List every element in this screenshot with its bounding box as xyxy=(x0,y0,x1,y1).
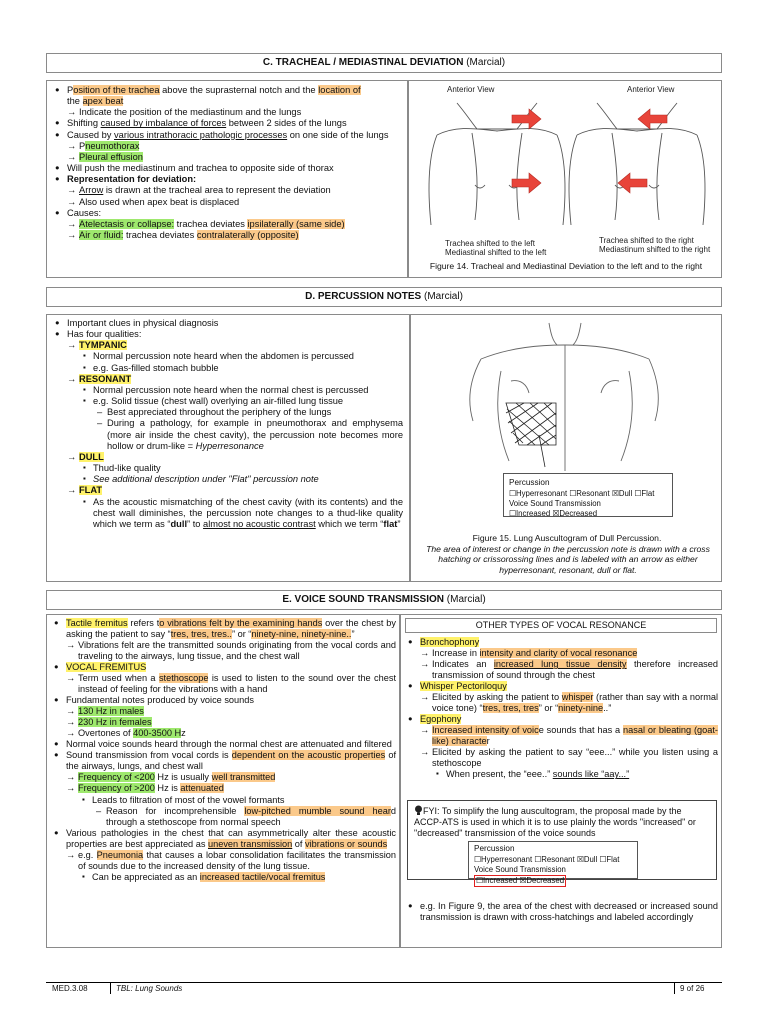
list-item: → Atelectasis or collapse: trachea deviates ipsilaterally (same side) xyxy=(67,218,345,229)
arrow-right-icon: → xyxy=(67,140,77,151)
list-item: → FLAT xyxy=(67,485,103,496)
arrow-right-trachea xyxy=(512,109,541,129)
list-item: → TYMPANIC xyxy=(67,340,127,351)
legend-row-voice-title: Voice Sound Transmission xyxy=(474,864,566,874)
arrow-right-icon: → xyxy=(66,717,76,728)
list-item: → Elicited by asking the patient to say “eee...” while you listen using a stethoscope xyxy=(420,747,718,769)
section-d-figure-box xyxy=(410,314,722,582)
list-item: ● Bronchophony xyxy=(406,637,718,648)
list-item: ● e.g. In Figure 9, the area of the chest with decreased or increased sound transmission is drawn with cross-hatchings and labeled accordingly xyxy=(406,901,718,923)
list-item: – During a pathology, for example in pneumothorax and emphysema (more air inside the chest cavity), the percussion note becomes more hollow or drum-like = Hyperresonance xyxy=(53,418,403,451)
list-item: ● Representation for deviation: xyxy=(53,174,405,185)
arrow-right-icon: → xyxy=(420,692,430,703)
footer-code: MED.3.08 xyxy=(52,984,88,993)
list-item: → RESONANT xyxy=(67,373,132,384)
list-item: ▪ Normal percussion note heard when the abdomen is percussed xyxy=(53,351,403,362)
crosshatch-area xyxy=(506,403,556,467)
list-item: ● Shifting caused by imbalance of forces between 2 sides of the lungs xyxy=(53,118,405,129)
list-item: → Elicited by asking the patient to whisper (rather than say with a normal voice tone) “tres, tres, tres” or “ninety-nine..” xyxy=(420,692,718,714)
footer-topic: TBL: Lung Sounds xyxy=(116,984,183,993)
arrow-right-mediastinum xyxy=(512,173,541,193)
list-item: ● Sound transmission from vocal cords is dependent on the acoustic properties of the airways, lungs, and chest wall xyxy=(52,750,396,772)
arrow-right-icon: → xyxy=(66,673,76,684)
list-item: → Frequency of >200 Hz is attenuated xyxy=(66,783,224,794)
arrow-right-icon: → xyxy=(67,340,77,351)
fyi-text: FYI: To simplify the lung auscultogram, the proposal made by the ACCP-ATS is used in which it is to use plainly the words "increased" or "decreased" transmission of the voice sounds xyxy=(414,806,696,838)
section-c-figure-box xyxy=(408,80,722,278)
list-item: ● Position of the trachea above the suprasternal notch and the location of the apex beat xyxy=(53,85,405,107)
list-item: ● Fundamental notes produced by voice sounds xyxy=(52,695,396,706)
arrow-right-icon: → xyxy=(420,747,430,758)
list-item: → 130 Hz in males xyxy=(66,706,144,717)
list-item: ▪ Normal percussion note heard when the normal chest is percussed xyxy=(53,385,403,396)
list-item: → Overtones of 400-3500 Hz xyxy=(66,728,186,739)
list-item: ● Will push the mediastinum and trachea to opposite side of thorax xyxy=(53,163,405,174)
list-item: → e.g. Pneumonia that causes a lobar consolidation facilitates the transmission of sounds due to the increased density of the lung tissue. xyxy=(66,849,396,871)
list-item: ● Causes: xyxy=(53,208,405,219)
footer-divider xyxy=(110,983,111,994)
voice-legend-box xyxy=(468,841,638,885)
arrow-left-mediastinum xyxy=(618,173,647,193)
list-item: → Indicate the position of the mediastinum and the lungs xyxy=(67,107,302,118)
list-item: → DULL xyxy=(67,451,104,462)
figure-label-right-1: Trachea shifted to the right xyxy=(599,236,694,245)
arrow-right-icon: → xyxy=(66,706,76,717)
list-item: → Also used when apex beat is displaced xyxy=(67,196,240,207)
list-item: ● Normal voice sounds heard through the normal chest are attenuated and filtered xyxy=(52,739,396,750)
arrow-right-icon: → xyxy=(66,640,76,651)
list-item: ▪ When present, the “eee..” sounds like “aay...” xyxy=(406,769,718,780)
list-item: ▪ As the acoustic mismatching of the chest cavity (with its contents) and the chest wall diminishes, the percussion note changes to a thud-like quality which we term as “dull” to almost no acoustic contrast which we term “flat” xyxy=(53,497,403,530)
arrow-right-icon: → xyxy=(66,772,76,783)
list-item: → Frequency of <200 Hz is usually well transmitted xyxy=(66,772,276,783)
percussion-legend-box xyxy=(503,473,673,517)
list-item: ● Caused by various intrathoracic pathologic processes on one side of the lungs xyxy=(53,130,405,141)
figure-15-caption-body: The area of interest or change in the percussion note is drawn with a cross hatching or crissorossing lines and is labeled with an arrow as either hyperresonant, resonant, dull or flat. xyxy=(426,544,710,575)
arrow-right-icon: → xyxy=(67,151,77,162)
list-item: → Increased intensity of voice sounds that has a nasal or bleating (goat-like) character xyxy=(420,725,718,747)
arrow-right-icon: → xyxy=(420,648,430,659)
list-item: → Air or fluid: trachea deviates contralaterally (opposite) xyxy=(67,230,299,241)
legend-row-percussion: ☐Hyperresonant ☐Resonant ☒Dull ☐Flat xyxy=(509,488,655,498)
legend-row-voice: ☐Increased ☒Decreased xyxy=(509,508,598,518)
back-auscultogram-illustration xyxy=(461,321,661,471)
list-item: ▪ e.g. Solid tissue (chest wall) overlying an air-filled lung tissue xyxy=(53,396,403,407)
legend-row-voice-title: Voice Sound Transmission xyxy=(509,498,601,508)
arrow-right-icon: → xyxy=(67,373,77,384)
list-item: ● Various pathologies in the chest that can asymmetrically alter these acoustic properties are best appreciated as uneven transmission of vibrations or sounds xyxy=(52,828,396,850)
figure-14-caption: Figure 14. Tracheal and Mediastinal Deviation to the left and to the right xyxy=(429,261,703,271)
list-item: ▪ e.g. Gas-filled stomach bubble xyxy=(53,363,403,374)
section-e-header xyxy=(46,590,722,610)
section-c-author: (Marcial) xyxy=(466,57,506,68)
list-item: ● Important clues in physical diagnosis xyxy=(53,318,403,329)
arrow-right-icon: → xyxy=(67,230,77,241)
list-item: → Term used when a stethoscope is used to listen to the sound over the chest instead of feeling for the vibrations with a hand xyxy=(66,673,397,695)
arrow-right-icon: → xyxy=(67,107,77,118)
section-d-title: D. PERCUSSION NOTES xyxy=(305,291,422,302)
section-e-author: (Marcial) xyxy=(446,594,486,605)
arrow-right-icon: → xyxy=(66,728,76,739)
section-e-left-list xyxy=(52,618,396,883)
section-d-header xyxy=(46,287,722,307)
legend-row-voice-highlighted: ☐Increased ☒Decreased xyxy=(474,875,566,887)
footer-divider xyxy=(674,983,675,994)
list-item: ● Egophony xyxy=(406,714,718,725)
section-e-right-box xyxy=(400,614,722,948)
section-d-author: (Marcial) xyxy=(424,291,463,302)
section-e-right-list-2 xyxy=(406,901,718,923)
section-c-title: C. TRACHEAL / MEDIASTINAL DEVIATION xyxy=(262,57,464,68)
list-item: ▪ Thud-like quality xyxy=(53,463,403,474)
list-item: → Increase in intensity and clarity of vocal resonance xyxy=(420,648,638,659)
section-d-text-box xyxy=(46,314,410,582)
arrow-left-trachea xyxy=(638,109,667,129)
list-item: ▪ Can be appreciated as an increased tactile/vocal fremitus xyxy=(52,872,396,883)
list-item: ● Has four qualities: xyxy=(53,329,403,340)
arrow-right-icon: → xyxy=(67,451,77,462)
list-item: → Arrow is drawn at the tracheal area to represent the deviation xyxy=(67,185,331,196)
arrow-right-icon: → xyxy=(66,783,76,794)
section-e-title: E. VOICE SOUND TRANSMISSION xyxy=(282,594,444,605)
arrow-right-icon: → xyxy=(67,218,77,229)
other-vocal-resonance-header: OTHER TYPES OF VOCAL RESONANCE xyxy=(405,618,717,633)
section-e-left-box xyxy=(46,614,400,948)
fyi-note-box xyxy=(407,800,717,885)
list-item: → Indicates an increased lung tissue density therefore increased transmission of sound through the chest xyxy=(420,659,718,681)
list-item: ● Whisper Pectoriloquy xyxy=(406,681,718,692)
list-item: – Best appreciated throughout the periphery of the lungs xyxy=(53,407,403,418)
section-c-text-box xyxy=(46,80,408,278)
section-c-header xyxy=(46,53,722,73)
list-item: ▪ Leads to filtration of most of the vowel formants xyxy=(52,795,396,806)
page-footer xyxy=(46,982,722,994)
list-item: → Vibrations felt are the transmitted sounds originating from the vocal cords and traveling to the airways, lung tissue, and the chest wall xyxy=(66,640,396,662)
section-c-list xyxy=(53,85,405,241)
list-item: ▪ See additional description under "Flat" percussion note xyxy=(53,474,403,485)
list-item: – Reason for incomprehensible low-pitched mumble sound heard through a stethoscope from normal speech xyxy=(52,806,396,828)
arrow-right-icon: → xyxy=(67,185,77,196)
section-e-right-list xyxy=(406,637,718,780)
arrow-right-icon: → xyxy=(66,849,76,860)
legend-row-percussion: ☐Hyperresonant ☐Resonant ☒Dull ☐Flat xyxy=(474,854,620,864)
figure-label-right-2: Mediastinum shifted to the right xyxy=(599,245,711,254)
arrow-right-icon: → xyxy=(420,725,430,736)
list-item: → 230 Hz in females xyxy=(66,717,152,728)
lightbulb-icon xyxy=(414,805,423,816)
footer-page-number: 9 of 26 xyxy=(680,984,705,993)
arrow-right-icon: → xyxy=(67,485,77,496)
legend-title: Percussion xyxy=(474,844,515,853)
view-label-left: Anterior View xyxy=(447,85,495,94)
view-label-right: Anterior View xyxy=(627,85,675,94)
figure-label-left-1: Trachea shifted to the left xyxy=(445,239,535,248)
section-d-list xyxy=(53,318,403,530)
list-item: ● Tactile fremitus refers to vibrations felt by the examining hands over the chest by asking the patient to say “tres, tres, tres..” or “ninety-nine, ninety-nine..” xyxy=(52,618,396,640)
tracheal-deviation-illustration xyxy=(417,95,717,235)
figure-label-left-2: Mediastinal shifted to the left xyxy=(445,248,547,257)
figure-15-caption-title: Figure 15. Lung Auscultogram of Dull Percussion. xyxy=(472,533,662,543)
arrow-right-icon: → xyxy=(67,196,77,207)
list-item: → Pneumothorax xyxy=(67,140,140,151)
list-item: ● VOCAL FREMITUS xyxy=(52,662,396,673)
list-item: → Pleural effusion xyxy=(67,151,143,162)
arrow-right-icon: → xyxy=(420,659,430,670)
legend-title: Percussion xyxy=(509,478,550,487)
